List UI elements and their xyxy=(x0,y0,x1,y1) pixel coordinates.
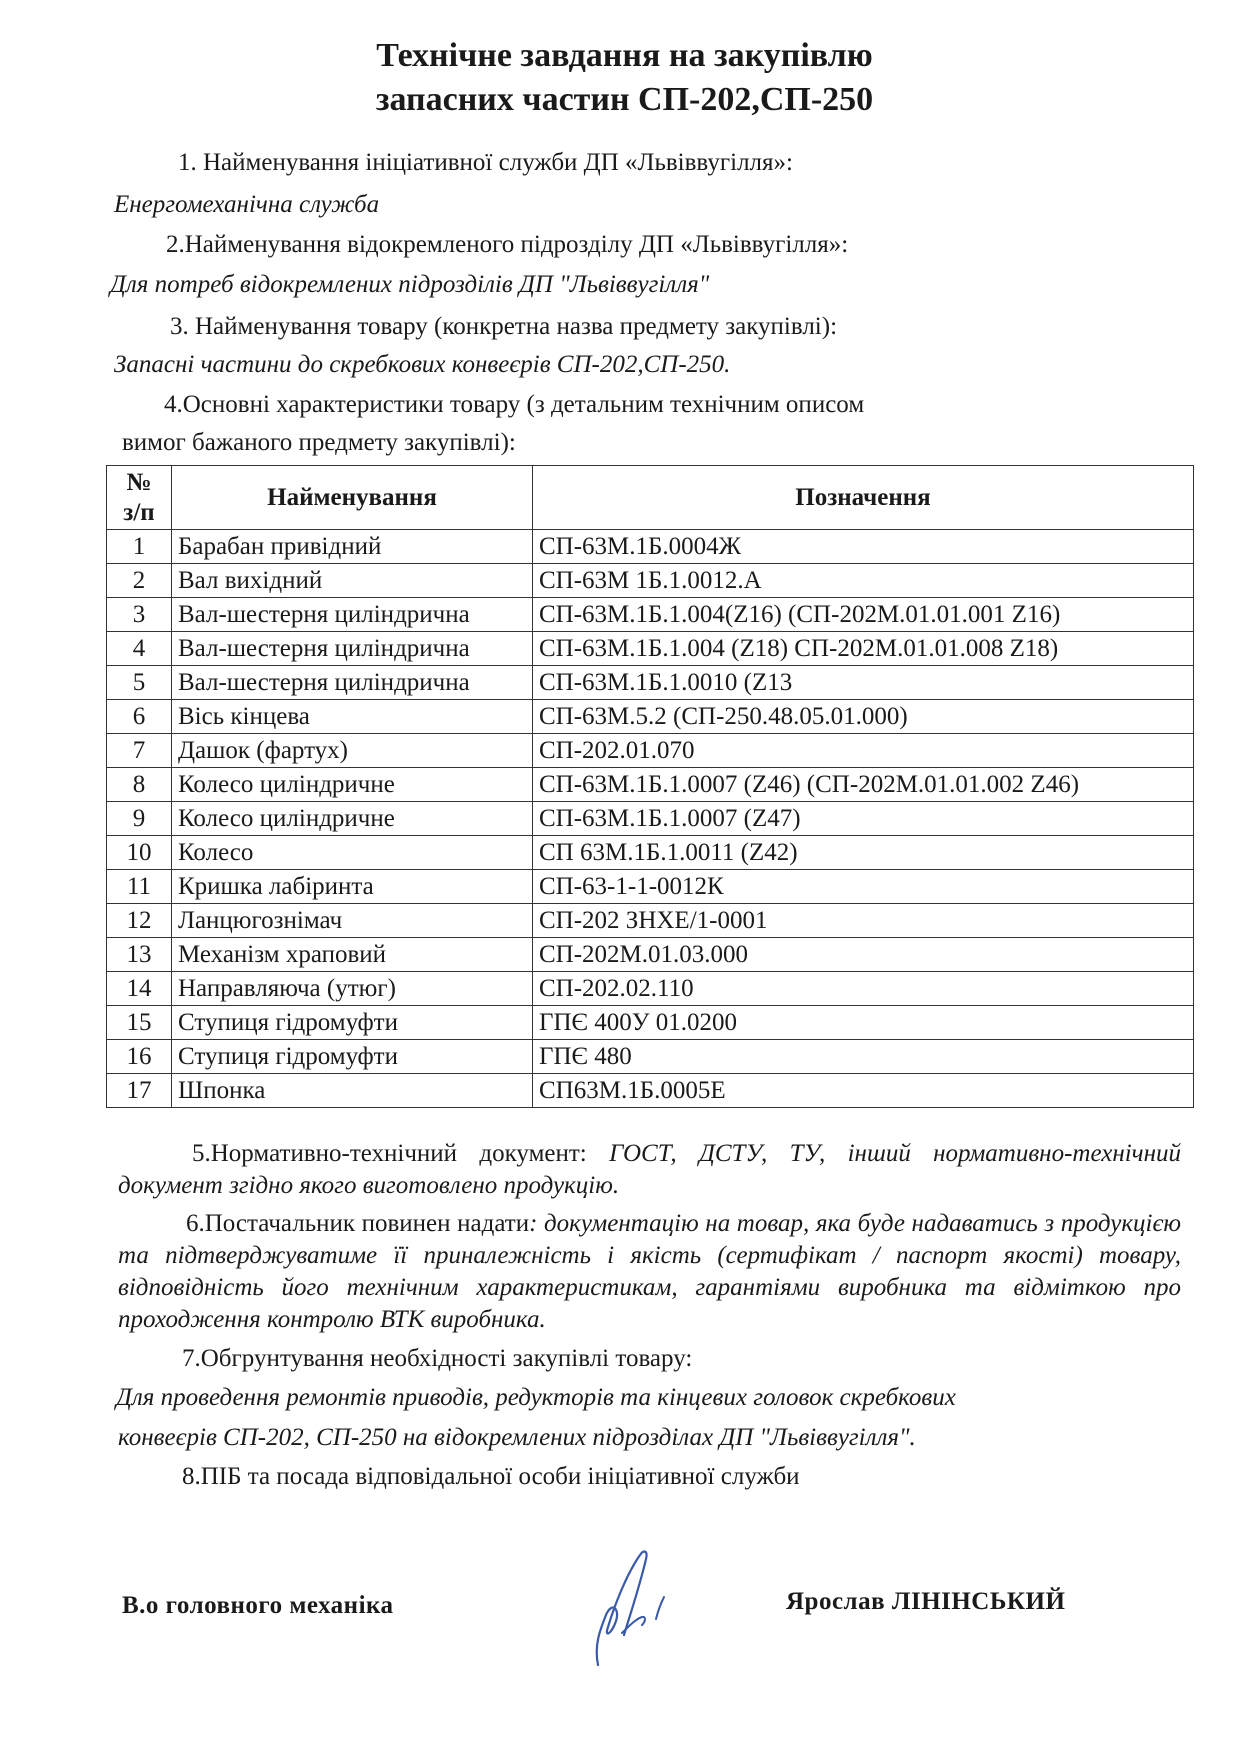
row-name: Направляюча (утюг) xyxy=(172,972,533,1006)
row-number: 10 xyxy=(107,836,172,870)
row-name: Дашок (фартух) xyxy=(172,734,533,768)
row-designation: СП-63М.1Б.1.004 (Z18) СП-202М.01.01.008 Z18) xyxy=(533,632,1194,666)
row-name: Вал-шестерня циліндрична xyxy=(172,598,533,632)
title-line-2: запасних частин СП-202,СП-250 xyxy=(375,81,874,118)
section-5-value: ГОСТ, ДСТУ, ТУ, інший нормативно-технічний документ згідно якого виготовлено продукцію. xyxy=(118,1140,1181,1199)
table-row xyxy=(107,700,1194,734)
table-row xyxy=(107,938,1194,972)
section-2-value: Для потреб відокремлених підрозділів ДП "Львіввугілля" xyxy=(110,271,710,298)
section-3-heading: 3. Найменування товару (конкретна назва предмету закупівлі): xyxy=(170,313,838,340)
row-name: Ступиця гідромуфти xyxy=(172,1006,533,1040)
section-6-paragraph xyxy=(118,1208,1181,1336)
table-row xyxy=(107,904,1194,938)
table-row xyxy=(107,734,1194,768)
header-number-sign: № xyxy=(126,468,152,496)
row-name: Ступиця гідромуфти xyxy=(172,1040,533,1074)
row-name: Ланцюгознімач xyxy=(172,904,533,938)
row-name: Вал-шестерня циліндрична xyxy=(172,666,533,700)
section-5-prefix: 5.Нормативно-технічний документ: xyxy=(192,1140,587,1167)
row-designation: СП-63М.1Б.1.0007 (Z47) xyxy=(533,802,1194,836)
section-1-value: Енергомеханічна служба xyxy=(114,191,380,218)
table-row xyxy=(107,564,1194,598)
row-designation: СП63М.1Б.0005Е xyxy=(533,1074,1194,1108)
signatory-position: В.о головного механіка xyxy=(122,1592,394,1619)
header-number xyxy=(107,466,172,530)
section-2-heading: 2.Найменування відокремленого підрозділу ДП «Львіввугілля»: xyxy=(166,231,849,258)
table-row xyxy=(107,530,1194,564)
row-name: Вал-шестерня циліндрична xyxy=(172,632,533,666)
spare-parts-table xyxy=(106,465,1194,1108)
header-designation: Позначення xyxy=(533,466,1194,530)
row-name: Барабан привідний xyxy=(172,530,533,564)
row-number: 1 xyxy=(107,530,172,564)
table-row xyxy=(107,802,1194,836)
row-number: 16 xyxy=(107,1040,172,1074)
row-designation: ГПЄ 480 xyxy=(533,1040,1194,1074)
section-6-prefix: 6.Постачальник повинен надати xyxy=(186,1210,530,1237)
row-number: 3 xyxy=(107,598,172,632)
row-name: Кришка лабіринта xyxy=(172,870,533,904)
header-name: Найменування xyxy=(172,466,533,530)
row-name: Колесо циліндричне xyxy=(172,802,533,836)
row-designation: СП-63М.1Б.1.0010 (Z13 xyxy=(533,666,1194,700)
title-line-1: Технічне завдання на закупівлю xyxy=(376,37,873,74)
row-designation: СП-202.02.110 xyxy=(533,972,1194,1006)
table-row xyxy=(107,768,1194,802)
section-8-heading: 8.ПІБ та посада відповідальної особи ініціативної служби xyxy=(182,1463,800,1490)
section-7-value-line-1: Для проведення ремонтів приводів, редукторів та кінцевих головок скребкових xyxy=(116,1384,956,1411)
row-number: 4 xyxy=(107,632,172,666)
header-number-abbr: з/п xyxy=(123,498,155,526)
row-designation: СП-63М 1Б.1.0012.А xyxy=(533,564,1194,598)
row-designation: СП-202 ЗНХЕ/1-0001 xyxy=(533,904,1194,938)
row-number: 13 xyxy=(107,938,172,972)
row-name: Колесо циліндричне xyxy=(172,768,533,802)
table-row xyxy=(107,1074,1194,1108)
row-designation: СП-63М.5.2 (СП-250.48.05.01.000) xyxy=(533,700,1194,734)
table-row xyxy=(107,1006,1194,1040)
row-number: 7 xyxy=(107,734,172,768)
section-6-value: : документацію на товар, яка буде надаватись з продукцією та підтверджуватиме її приналежність і якість (сертифікат / паспорт якості) товару, відповідність його технічним характеристикам, гарантіями виробника та відміткою про проходження контролю ВТК виробника. xyxy=(118,1210,1181,1333)
table-row xyxy=(107,1040,1194,1074)
row-number: 2 xyxy=(107,564,172,598)
row-designation: СП-63М.1Б.0004Ж xyxy=(533,530,1194,564)
section-4-heading: 4.Основні характеристики товару (з детальним технічним описом xyxy=(164,391,865,418)
row-name: Шпонка xyxy=(172,1074,533,1108)
row-designation: СП-202М.01.03.000 xyxy=(533,938,1194,972)
row-number: 17 xyxy=(107,1074,172,1108)
row-number: 6 xyxy=(107,700,172,734)
section-1-heading: 1. Найменування ініціативної служби ДП «Львіввугілля»: xyxy=(178,149,793,176)
row-designation: СП-63М.1Б.1.0007 (Z46) (СП-202М.01.01.002 Z46) xyxy=(533,768,1194,802)
section-5-paragraph xyxy=(118,1138,1181,1202)
row-designation: СП-63-1-1-0012К xyxy=(533,870,1194,904)
table-row xyxy=(107,632,1194,666)
section-3-value: Запасні частини до скребкових конвеєрів СП-202,СП-250. xyxy=(114,351,731,378)
table-row xyxy=(107,598,1194,632)
row-name: Вісь кінцева xyxy=(172,700,533,734)
table-header-row xyxy=(107,466,1194,530)
section-7-value-line-2: конвеєрів СП-202, СП-250 на відокремлених підрозділах ДП "Львіввугілля". xyxy=(118,1424,916,1451)
row-name: Механізм храповий xyxy=(172,938,533,972)
signatory-name: Ярослав ЛІНІНСЬКИЙ xyxy=(786,1588,1066,1615)
row-designation: СП 63М.1Б.1.0011 (Z42) xyxy=(533,836,1194,870)
row-number: 12 xyxy=(107,904,172,938)
row-designation: СП-63М.1Б.1.004(Z16) (СП-202М.01.01.001 Z16) xyxy=(533,598,1194,632)
row-designation: ГПЄ 400У 01.0200 xyxy=(533,1006,1194,1040)
row-name: Вал вихідний xyxy=(172,564,533,598)
handwritten-signature xyxy=(560,1535,700,1675)
row-number: 15 xyxy=(107,1006,172,1040)
document-title xyxy=(0,34,1249,122)
row-designation: СП-202.01.070 xyxy=(533,734,1194,768)
row-name: Колесо xyxy=(172,836,533,870)
table-row xyxy=(107,666,1194,700)
row-number: 5 xyxy=(107,666,172,700)
table-body xyxy=(107,530,1194,1108)
section-7-heading: 7.Обгрунтування необхідності закупівлі товару: xyxy=(182,1345,693,1372)
table-row xyxy=(107,870,1194,904)
row-number: 14 xyxy=(107,972,172,1006)
row-number: 8 xyxy=(107,768,172,802)
table-row xyxy=(107,972,1194,1006)
table-row xyxy=(107,836,1194,870)
section-4-heading-cont: вимог бажаного предмету закупівлі): xyxy=(122,429,516,456)
row-number: 9 xyxy=(107,802,172,836)
row-number: 11 xyxy=(107,870,172,904)
